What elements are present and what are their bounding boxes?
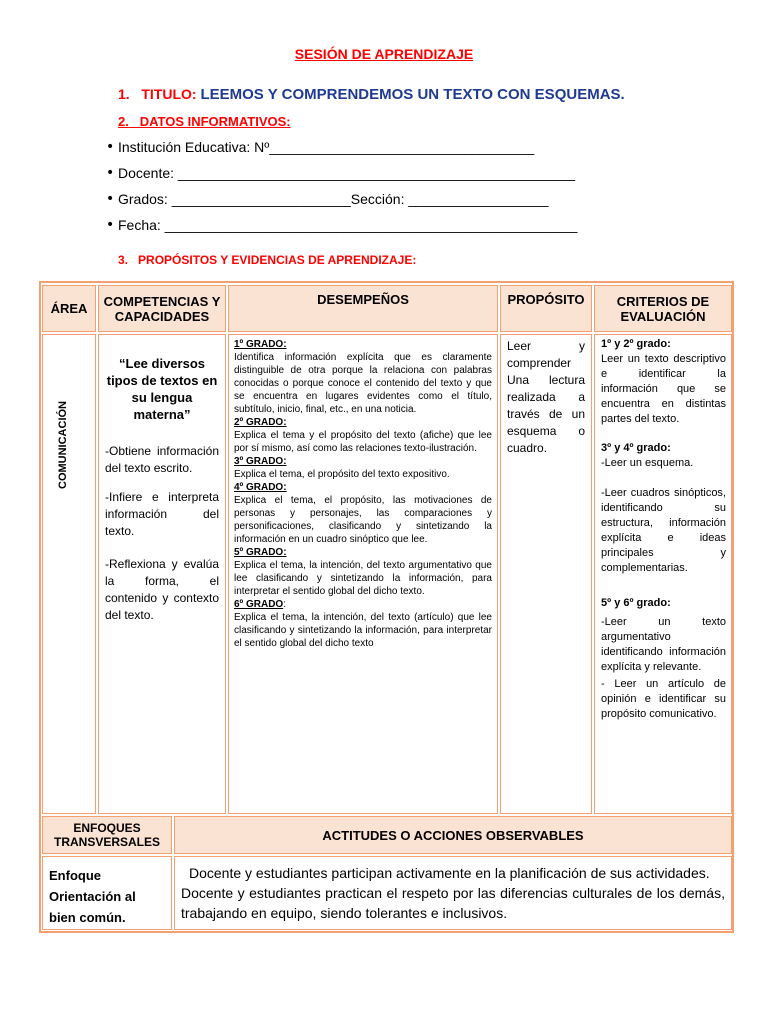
criterio-item: Leer un texto descriptivo e identificar la información que se encuentra en distintas partes del texto. [601,353,726,425]
capacidad-item: -Reflexiona y evalúa la forma, el contenido y contexto del texto. [105,557,219,622]
criterios-cell [594,334,732,814]
criterio-item: -Leer un texto argumentativo identificando información explícita y relevante. [601,616,726,673]
section-datos [118,114,291,129]
field-grados: Grados: _______________________Sección: __________________ [118,191,549,207]
bullet-icon: • [106,139,115,155]
desempeno-text: Explica el tema, la intención, del texto (artículo) que lee clasificando y sintetizando la información, para interpretar el sentido global del dicho texto [234,612,492,649]
header-actitudes: ACTITUDES O ACCIONES OBSERVABLES [174,816,732,854]
desempeno-text: Explica el tema, la intención, del texto argumentativo que lee clasificando y sintetizando la información, para interpretar el sentido global del dicho texto. [234,560,492,597]
enfoque-cell: Enfoque Orientación al bien común. [42,856,172,930]
desempeno-text: Explica el tema, el propósito, las motivaciones de personas y personajes, las comparaciones y personificaciones, clasificando y sintetizando la información en un cuadro sinóptico que lee. [234,495,492,545]
actitudes-cell [174,856,732,930]
header-area: ÁREA [42,285,96,332]
competencias-cell [98,334,226,814]
capacidad-item: -Infiere e interpreta información del texto. [105,490,219,538]
field-institucion: Institución Educativa: Nº__________________________________ [118,139,535,155]
section-label: TITULO: [141,86,197,102]
grade-label: 3º GRADO: [234,456,287,467]
capacidad-item: -Obtiene información del texto escrito. [105,444,219,475]
section-label: DATOS INFORMATIVOS: [139,114,291,129]
desempeno-text: Explica el tema, el propósito del texto expositivo. [234,469,450,480]
section-titulo [118,86,625,103]
section-number: 1. [118,86,130,102]
grade-label: 5º GRADO: [234,547,287,558]
area-cell [42,334,96,814]
criterio-grade: 5º y 6º grado: [601,597,671,609]
criterio-item: -Leer un esquema. [601,457,694,469]
criterio-grade: 3º y 4º grado: [601,442,671,454]
header-competencias: COMPETENCIAS Y CAPACIDADES [98,285,226,332]
section-number: 3. [118,253,129,267]
grade-label: 2º GRADO: [234,417,287,428]
section-label: PROPÓSITOS Y EVIDENCIAS DE APRENDIZAJE: [138,253,417,267]
field-docente: Docente: ___________________________________________________ [118,165,576,181]
header-enfoques: ENFOQUES TRANSVERSALES [42,816,172,854]
grade-colon: : [283,599,286,610]
page-title: SESIÓN DE APRENDIZAJE [294,46,474,62]
grade-label: 6º GRADO [234,599,284,610]
area-label: COMUNICACIÓN [57,401,69,489]
proposito-cell [500,334,592,814]
actitud-item: Docente y estudiantes participan activamente en la planificación de sus actividades. [189,865,710,881]
criterio-grade: 1º y 2º grado: [601,338,671,350]
session-title: LEEMOS Y COMPRENDEMOS UN TEXTO CON ESQUEMAS. [200,86,625,103]
field-fecha: Fecha: _____________________________________________________ [118,217,578,233]
desempenos-cell [228,334,498,814]
proposito-text: Leer y comprender Una lectura realizada a través de un esquema o cuadro. [507,339,585,455]
criterio-item: - Leer un artículo de opinión e identificar su propósito comunicativo. [601,678,726,720]
header-desempenos: DESEMPEÑOS [228,285,498,332]
desempeno-text: Explica el tema y el propósito del texto (afiche) que lee por sí mismo, así como las relaciones texto-ilustración. [234,430,492,454]
bullet-icon: • [106,165,115,181]
header-criterios: CRITERIOS DE EVALUACIÓN [594,285,732,332]
bullet-icon: • [106,191,115,207]
grade-label: 1º GRADO: [234,339,287,350]
grade-label: 4º GRADO: [234,482,287,493]
bullet-icon: • [106,217,115,233]
header-proposito: PROPÓSITO [500,285,592,332]
section-number: 2. [118,114,129,129]
criterio-item: -Leer cuadros sinópticos, identificando su estructura, información explícita e ideas principales y complementarias. [601,487,726,574]
desempeno-text: Identifica información explícita que es claramente distinguible de otra porque la relaciona con palabras conocidas o porque conoce el contenido del texto y que se encuentra en lugares evidentes como el título, subtítulo, inicio, final, etc., en una noticia. [234,352,492,415]
section-propositos [118,253,416,267]
actitud-item: Docente y estudiantes practican el respeto por las diferencias culturales de los demás, trabajando en equipo, siendo tolerantes e inclusivos. [181,885,725,921]
competencia-title: “Lee diversos tipos de textos en su lengua materna” [106,356,218,422]
